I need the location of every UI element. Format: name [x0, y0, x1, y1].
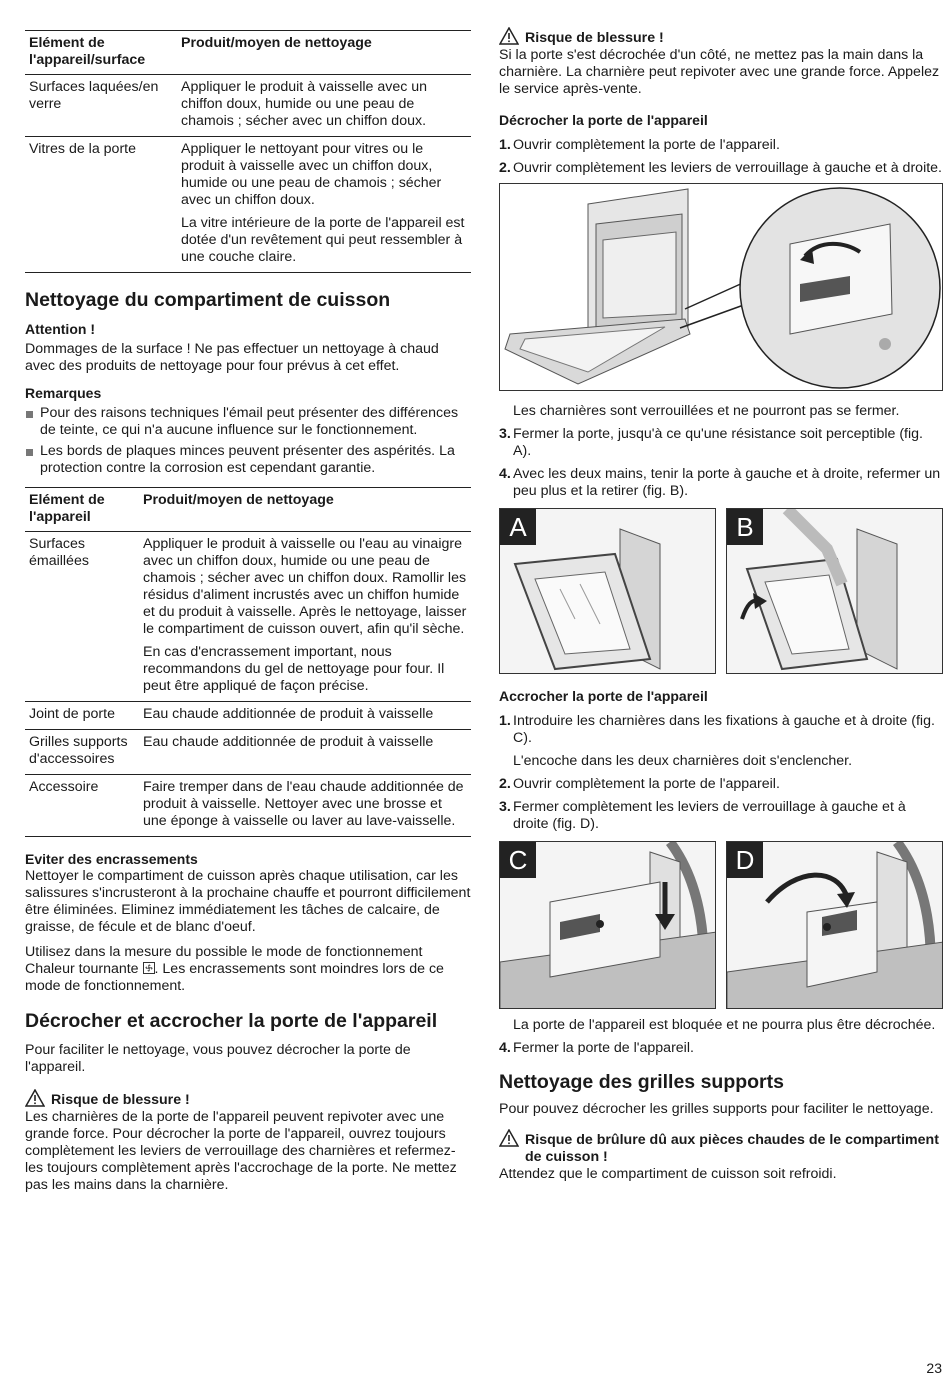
table-cell-product: [177, 137, 471, 273]
eviter-paragraph-2: [25, 944, 471, 995]
step-text: Ouvrir complètement la porte de l'appareil.: [513, 776, 780, 792]
cleaning-table-1: [25, 30, 471, 273]
table-row: [25, 775, 471, 837]
table-cell-text: La vitre intérieure de la porte de l'appareil est dotée d'un revêtement qui peut ressembler à une couche claire.: [181, 215, 465, 265]
warning-triangle-icon: [25, 1089, 45, 1107]
accrocher-note-1: L'encoche dans les deux charnières doit s'enclencher.: [513, 753, 853, 769]
figure-label: D: [727, 842, 763, 878]
step-text: Fermer complètement les leviers de verrouillage à gauche et à droite (fig. D).: [513, 799, 906, 832]
step-item: [499, 426, 943, 460]
table-cell-text: En cas d'encrassement important, nous recommandons du gel de nettoyage pour four. Il peut être appliqué de façon précise.: [143, 644, 445, 694]
decrocher-note: Les charnières sont verrouillées et ne pourront pas se fermer.: [513, 403, 900, 419]
cleaning-table-2: [25, 487, 471, 837]
step-text: Introduire les charnières dans les fixations à gauche et à droite (fig. C).: [513, 713, 935, 746]
table-cell-product: Eau chaude additionnée de produit à vaisselle: [143, 706, 434, 722]
right-column: [499, 30, 943, 1183]
left-column: [25, 30, 471, 1194]
table-header-element: Elément de l'appareil/surface: [29, 35, 146, 68]
step-item: [499, 1040, 943, 1057]
eviter-paragraph-1: Nettoyer le compartiment de cuisson après chaque utilisation, car les salissures s'incrusteront à la prochaine chauffe et pourront difficilement être éliminées. Eliminez immédiatement les tâches de calcaire, de graisse, de fécule et de blanc d'oeuf.: [25, 868, 471, 935]
oven-hinge-illustration: [500, 184, 943, 391]
figure-d: [726, 841, 943, 1009]
table-cell-item: Joint de porte: [29, 706, 115, 722]
warning-title: Risque de brûlure dû aux pièces chaudes de le compartiment de cuisson !: [525, 1132, 939, 1165]
figure-hinge-overview: [499, 183, 943, 391]
figures-a-b: [499, 508, 943, 674]
accrocher-steps-2: [499, 776, 943, 833]
figure-label: B: [727, 509, 763, 545]
warning-text: Les charnières de la porte de l'appareil peuvent repivoter avec une grande force. Pour décrocher la porte de l'appareil, ouvrez toujours complètement les leviers de verrouillage des charnières et refermez-les toujours complètement après l'accrochage de la porte. Ne mettez pas les mains dans la charnière.: [25, 1109, 457, 1193]
step-number: 1.: [499, 137, 511, 153]
table-header-product: Produit/moyen de nettoyage: [181, 35, 372, 51]
eviter-text-b: . Les encrassements sont moindres lors de ce mode de fonctionnement.: [25, 961, 444, 994]
warning-heading: [25, 1092, 471, 1109]
warning-text: Si la porte s'est décrochée d'un côté, ne mettez pas la main dans la charnière. La charnière peut repivoter avec une grande force. Appelez le service après-vente.: [499, 47, 940, 97]
table-row: [25, 75, 471, 137]
step-number: 4.: [499, 1040, 511, 1056]
step-number: 4.: [499, 466, 511, 482]
figure-label: C: [500, 842, 536, 878]
porte-intro: Pour faciliter le nettoyage, vous pouvez décrocher la porte de l'appareil.: [25, 1042, 411, 1075]
eviter-title: Eviter des encrassements: [25, 851, 198, 867]
table-cell-product: [139, 532, 471, 702]
table-cell-text: Appliquer le produit à vaisselle avec un chiffon doux, humide ou une peau de chamois ; sécher avec un chiffon doux.: [181, 79, 428, 129]
attention-label: Attention !: [25, 321, 95, 337]
remarques-label: Remarques: [25, 385, 102, 401]
step-text: Fermer la porte de l'appareil.: [513, 1040, 694, 1056]
step-number: 1.: [499, 713, 511, 729]
step-item: [499, 137, 943, 154]
table-cell-product: [177, 75, 471, 137]
warning-title: Risque de blessure !: [51, 1092, 190, 1108]
step-item: [499, 160, 943, 177]
warning-title: Risque de blessure !: [525, 30, 664, 46]
table-cell-product: Faire tremper dans de l'eau chaude additionnée de produit à vaisselle. Nettoyer avec une brosse et une éponge à vaisselle ou laver au lave-vaisselle.: [143, 779, 464, 829]
remarques-list: [25, 405, 471, 477]
table-cell-product: Eau chaude additionnée de produit à vaisselle: [143, 734, 434, 750]
table-cell-item: Surfaces émaillées: [29, 536, 89, 569]
table-row: [25, 137, 471, 273]
step-number: 2.: [499, 160, 511, 176]
list-item: Les bords de plaques minces peuvent présenter des aspérités. La protection contre la corrosion est cependant garantie.: [25, 443, 471, 477]
burn-warning-text: Attendez que le compartiment de cuisson soit refroidi.: [499, 1166, 837, 1182]
table-row: [25, 702, 471, 730]
step-text: Ouvrir complètement les leviers de verrouillage à gauche et à droite.: [513, 160, 942, 176]
accrocher-steps-3: [499, 1040, 943, 1057]
step-number: 3.: [499, 799, 511, 815]
warning-triangle-icon: [499, 27, 519, 45]
page-number: 23: [926, 1360, 942, 1376]
step-item: [499, 776, 943, 793]
step-item: [499, 713, 943, 747]
grilles-intro: Pour pouvez décrocher les grilles supports pour faciliter le nettoyage.: [499, 1101, 934, 1117]
figure-label: A: [500, 509, 536, 545]
accrocher-steps: [499, 713, 943, 747]
warning-triangle-icon: [499, 1129, 519, 1147]
decrocher-steps-2: [499, 426, 943, 500]
table-cell-item: Surfaces laquées/en verre: [29, 79, 159, 112]
table-header-row: [25, 31, 471, 75]
step-item: [499, 799, 943, 833]
step-text: Fermer la porte, jusqu'à ce qu'une résistance soit perceptible (fig. A).: [513, 426, 923, 459]
step-text: Ouvrir complètement la porte de l'appareil.: [513, 137, 780, 153]
section-title-grilles: Nettoyage des grilles supports: [499, 1071, 784, 1093]
step-item: [499, 466, 943, 500]
section-title-porte: Décrocher et accrocher la porte de l'appareil: [25, 1010, 438, 1032]
warning-heading: [499, 30, 943, 47]
list-item: Pour des raisons techniques l'émail peut présenter des différences de teinte, ce qui n'a aucune influence sur le fonctionnement.: [25, 405, 471, 439]
step-number: 3.: [499, 426, 511, 442]
figure-b: [726, 508, 943, 674]
figures-c-d: [499, 841, 943, 1009]
table-cell-text: Appliquer le nettoyant pour vitres ou le produit à vaisselle avec un chiffon doux, humide ou une peau de chamois ; sécher avec un chiffon doux.: [181, 141, 442, 208]
figure-a: [499, 508, 716, 674]
table-header-element: Elément de l'appareil: [29, 492, 105, 525]
table-cell-item: Accessoire: [29, 779, 99, 795]
fan-mode-icon: [143, 962, 155, 974]
decrocher-steps: [499, 137, 943, 177]
table-row: [25, 730, 471, 775]
attention-text: Dommages de la surface ! Ne pas effectuer un nettoyage à chaud avec des produits de nettoyage pour four prévus à cet effet.: [25, 341, 439, 374]
table-header-product: Produit/moyen de nettoyage: [143, 492, 334, 508]
table-cell-item: Grilles supports d'accessoires: [29, 734, 128, 767]
figure-c: [499, 841, 716, 1009]
accrocher-title: Accrocher la porte de l'appareil: [499, 688, 708, 704]
decrocher-title: Décrocher la porte de l'appareil: [499, 112, 708, 128]
eviter-text-a: Utilisez dans la mesure du possible le mode de fonctionnement Chaleur tournante: [25, 944, 423, 977]
step-text: Avec les deux mains, tenir la porte à gauche et à droite, refermer un peu plus et la retirer (fig. B).: [513, 466, 941, 499]
step-number: 2.: [499, 776, 511, 792]
burn-warning-heading: [499, 1132, 943, 1166]
accrocher-note-2: La porte de l'appareil est bloquée et ne pourra plus être décrochée.: [513, 1017, 936, 1033]
table-cell-item: Vitres de la porte: [29, 141, 136, 157]
table-row: [25, 532, 471, 702]
section-title-cuisson: Nettoyage du compartiment de cuisson: [25, 289, 391, 311]
table-cell-text: Appliquer le produit à vaisselle ou l'eau au vinaigre avec un chiffon doux, humide ou une peau de chamois ; sécher avec un chiffon doux. Ramollir les résidus d'aliment incrustés avec un chiffon humide et du produit à vaisselle. Après le nettoyage, laisser le compartiment de cuisson ouvert, afin qu'il sèche.: [143, 536, 467, 637]
table-header-row: [25, 488, 471, 532]
